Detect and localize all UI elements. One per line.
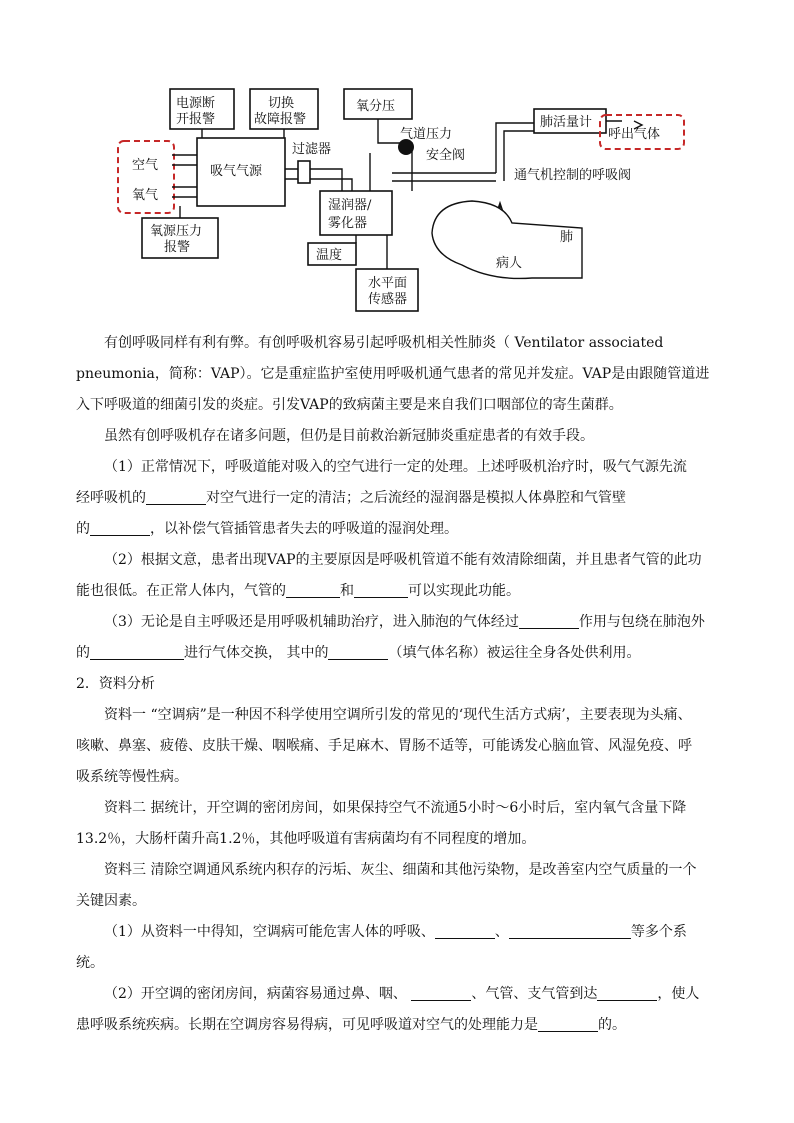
material-1-line-3: 吸系统等慢性病。 [76,769,188,785]
label-humidifier-1: 湿润器/ [328,198,372,213]
text: ，使人 [657,986,700,1002]
text: 的 [76,645,90,661]
text: 的 [76,521,90,537]
answer-blank[interactable] [519,611,579,629]
para-1-line-1: 有创呼吸同样有利有弊。有创呼吸机容易引起呼吸机相关性肺炎（ Ventilator associated [104,335,664,351]
text: 和 [340,583,354,599]
text: 、 [494,924,509,940]
label-filter: 过滤器 [292,142,332,157]
text: 经呼吸机的 [76,490,146,506]
label-patient: 病人 [496,256,523,271]
label-o2-alarm-2: 报警 [164,240,191,255]
label-oxygen: 氧气 [132,188,159,203]
text: 作用与包绕在肺泡外 [578,614,705,630]
label-safety-valve: 安全阀 [426,148,466,163]
label-power-alarm-1: 电源断 [176,96,216,111]
label-o2-alarm-1: 氧源压力 [150,224,203,239]
analysis-2-line-2 [76,1010,724,1041]
material-3-line-1: 资料三 清除空调通风系统内积存的污垢、灰尘、细菌和其他污染物，是改善室内空气质量的一个 [104,862,697,878]
text: （1）从资料一中得知，空调病可能危害人体的呼吸、 [104,924,435,940]
para-2: 虽然有创呼吸机存在诸多问题，但仍是目前救治新冠肺炎重症患者的有效手段。 [104,428,594,444]
question-3-line-2 [76,638,724,669]
answer-blank[interactable] [354,580,408,598]
analysis-1-line-1 [76,917,724,948]
document-body [76,328,724,1041]
label-ventilator-valve: 通气机控制的呼吸阀 [514,168,632,183]
answer-blank[interactable] [90,642,184,660]
answer-blank[interactable] [538,1014,598,1032]
label-gas-source: 吸气气源 [210,164,263,179]
label-lung-meter: 肺活量计 [540,115,593,130]
label-water-sensor-2: 传感器 [368,292,408,307]
text: （填气体名称）被运往全身各处供利用。 [388,645,641,661]
answer-blank[interactable] [328,642,388,660]
para-1-line-2: pneumonia，简称：VAP）。它是重症监护室使用呼吸机通气患者的常见并发症。VAP是由跟随管道进 [76,366,710,382]
label-lung: 肺 [560,230,574,245]
section-2-title: 2．资料分析 [76,676,155,692]
answer-blank[interactable] [286,580,340,598]
label-power-alarm-2: 开报警 [176,112,216,127]
label-humidifier-2: 雾化器 [328,216,368,231]
label-oxygen-pressure: 氧分压 [356,99,396,114]
label-temperature: 温度 [316,248,343,263]
label-water-sensor-1: 水平面 [368,276,408,291]
answer-blank[interactable] [509,921,631,939]
question-3-line-1 [76,607,724,638]
text: 可以实现此功能。 [408,583,520,599]
question-1-line-3 [76,514,724,545]
question-1-line-1: （1）正常情况下，呼吸道能对吸入的空气进行一定的处理。上述呼吸机治疗时，吸气气源先流 [104,459,687,475]
text: 、气管、支气管到达 [471,986,598,1002]
label-exhale: 呼出气体 [608,127,661,142]
answer-blank[interactable] [90,518,150,536]
material-2-line-1: 资料二 据统计，开空调的密闭房间，如果保持空气不流通5小时～6小时后，室内氧气含量下降 [104,800,687,816]
label-air: 空气 [132,158,159,173]
text: 的。 [598,1017,626,1033]
text: 等多个系 [630,924,687,940]
filter-box [298,161,310,183]
text: （3）无论是自主呼吸还是用呼吸机辅助治疗，进入肺泡的气体经过 [104,614,519,630]
text: 患呼吸系统疾病。长期在空调房容易得病，可见呼吸道对空气的处理能力是 [76,1017,538,1033]
material-1-line-1: 资料一 “空调病”是一种因不科学使用空调所引发的常见的‘现代生活方式病’，主要表现为头痛、 [104,707,692,723]
text: （2）开空调的密闭房间，病菌容易通过鼻、咽、 [104,986,412,1002]
material-1-line-2: 咳嗽、鼻塞、疲倦、皮肤干燥、咽喉痛、手足麻木、胃肠不适等，可能诱发心脑血管、风湿免疫、呼 [76,738,692,754]
label-switch-alarm-2: 故障报警 [254,112,307,127]
para-1-line-3: 入下呼吸道的细菌引发的炎症。引发VAP的致病菌主要是来自我们口咽部位的寄生菌群。 [76,397,623,413]
question-2-line-1: （2）根据文意，患者出现VAP的主要原因是呼吸机管道不能有效清除细菌，并且患者气管的此功 [104,552,702,568]
text: 进行气体交换， 其中的 [184,645,329,661]
material-2-line-2: 13.2％，大肠杆菌升高1.2％，其他呼吸道有害病菌均有不同程度的增加。 [76,831,536,847]
question-2-line-2 [76,576,724,607]
label-switch-alarm-1: 切换 [268,96,295,111]
analysis-2-line-1 [76,979,724,1010]
ventilator-diagram [112,83,690,315]
material-3-line-2: 关键因素。 [76,893,146,909]
analysis-1-line-2: 统。 [76,955,104,971]
answer-blank[interactable] [435,921,495,939]
text: 能也很低。在正常人体内，气管的 [76,583,286,599]
question-1-line-2 [76,483,724,514]
label-airway-pressure: 气道压力 [400,127,453,142]
answer-blank[interactable] [146,487,206,505]
text: 对空气进行一定的清洁；之后流经的湿润器是模拟人体鼻腔和气管壁 [206,490,626,506]
answer-blank[interactable] [597,983,657,1001]
text: ，以补偿气管插管患者失去的呼吸道的湿润处理。 [150,521,458,537]
ventilator-diagram-svg [112,83,690,315]
answer-blank[interactable] [411,983,471,1001]
